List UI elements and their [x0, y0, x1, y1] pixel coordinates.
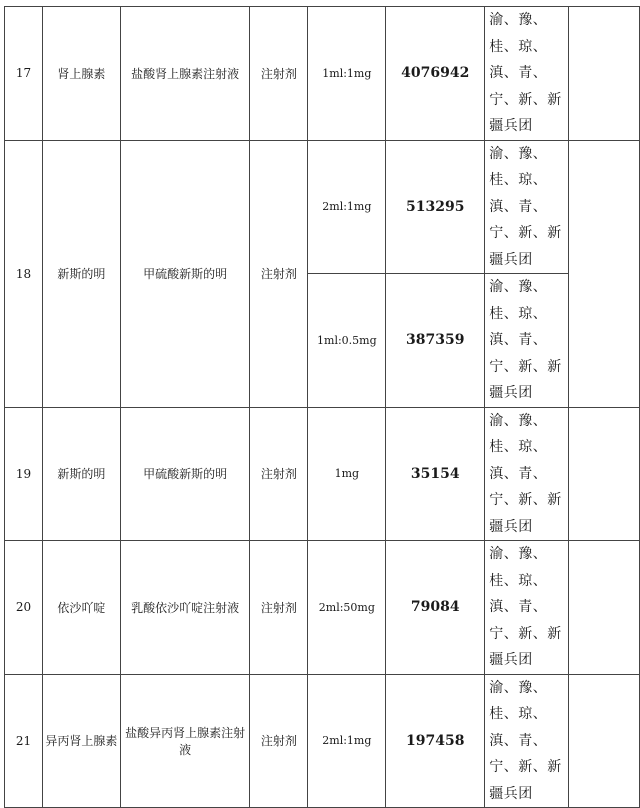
- preparation-name: 乳酸依沙吖啶注射液: [120, 541, 250, 675]
- drug-name: 依沙吖啶: [42, 541, 120, 675]
- table-row: [5, 541, 640, 675]
- regions-text: 渝、豫、桂、琼、滇、青、宁、新、新疆兵团: [489, 412, 562, 535]
- drug-name: 肾上腺素: [42, 7, 120, 141]
- regions-text: 渝、豫、桂、琼、滇、青、宁、新、新疆兵团: [489, 279, 562, 401]
- drug-name: 异丙肾上腺素: [42, 674, 120, 808]
- dosage-form: 注射剂: [250, 7, 308, 141]
- specification: 2ml:1mg: [308, 140, 386, 274]
- empty-cell: [569, 674, 640, 808]
- preparation-name: 甲硫酸新斯的明: [120, 140, 250, 407]
- table-row: [5, 7, 640, 141]
- quantity: 4076942: [386, 7, 485, 141]
- empty-cell: [569, 541, 640, 675]
- regions-text: 渝、豫、桂、琼、滇、青、宁、新、新疆兵团: [489, 145, 562, 268]
- dosage-form: 注射剂: [250, 407, 308, 541]
- dosage-form: 注射剂: [250, 541, 308, 675]
- empty-cell: [569, 140, 640, 407]
- row-number: 19: [5, 407, 43, 541]
- quantity: 513295: [386, 140, 485, 274]
- preparation-name: 盐酸异丙肾上腺素注射液: [120, 674, 250, 808]
- regions-cell: [485, 674, 569, 808]
- quantity: 197458: [386, 674, 485, 808]
- row-number: 21: [5, 674, 43, 808]
- specification: 1ml:1mg: [308, 7, 386, 141]
- dosage-form: 注射剂: [250, 674, 308, 808]
- specification: 1mg: [308, 407, 386, 541]
- regions-cell: [485, 407, 569, 541]
- regions-text: 渝、豫、桂、琼、滇、青、宁、新、新疆兵团: [489, 679, 562, 802]
- quantity: 35154: [386, 407, 485, 541]
- regions-text: 渝、豫、桂、琼、滇、青、宁、新、新疆兵团: [489, 546, 562, 668]
- specification: 2ml:1mg: [308, 674, 386, 808]
- regions-cell: [485, 7, 569, 141]
- table-row: [5, 674, 640, 808]
- dosage-form: 注射剂: [250, 140, 308, 407]
- row-number: 17: [5, 7, 43, 141]
- empty-cell: [569, 407, 640, 541]
- specification: 1ml:0.5mg: [308, 274, 386, 408]
- specification: 2ml:50mg: [308, 541, 386, 675]
- empty-cell: [569, 7, 640, 141]
- regions-cell: [485, 274, 569, 408]
- preparation-name: 盐酸肾上腺素注射液: [120, 7, 250, 141]
- preparation-name: 甲硫酸新斯的明: [120, 407, 250, 541]
- row-number: 20: [5, 541, 43, 675]
- drug-name: 新斯的明: [42, 407, 120, 541]
- regions-cell: [485, 541, 569, 675]
- drug-table: [4, 6, 640, 808]
- quantity: 387359: [386, 274, 485, 408]
- regions-text: 渝、豫、桂、琼、滇、青、宁、新、新疆兵团: [489, 12, 562, 134]
- table-row: [5, 140, 640, 274]
- drug-name: 新斯的明: [42, 140, 120, 407]
- regions-cell: [485, 140, 569, 274]
- table-row: [5, 407, 640, 541]
- quantity: 79084: [386, 541, 485, 675]
- row-number: 18: [5, 140, 43, 407]
